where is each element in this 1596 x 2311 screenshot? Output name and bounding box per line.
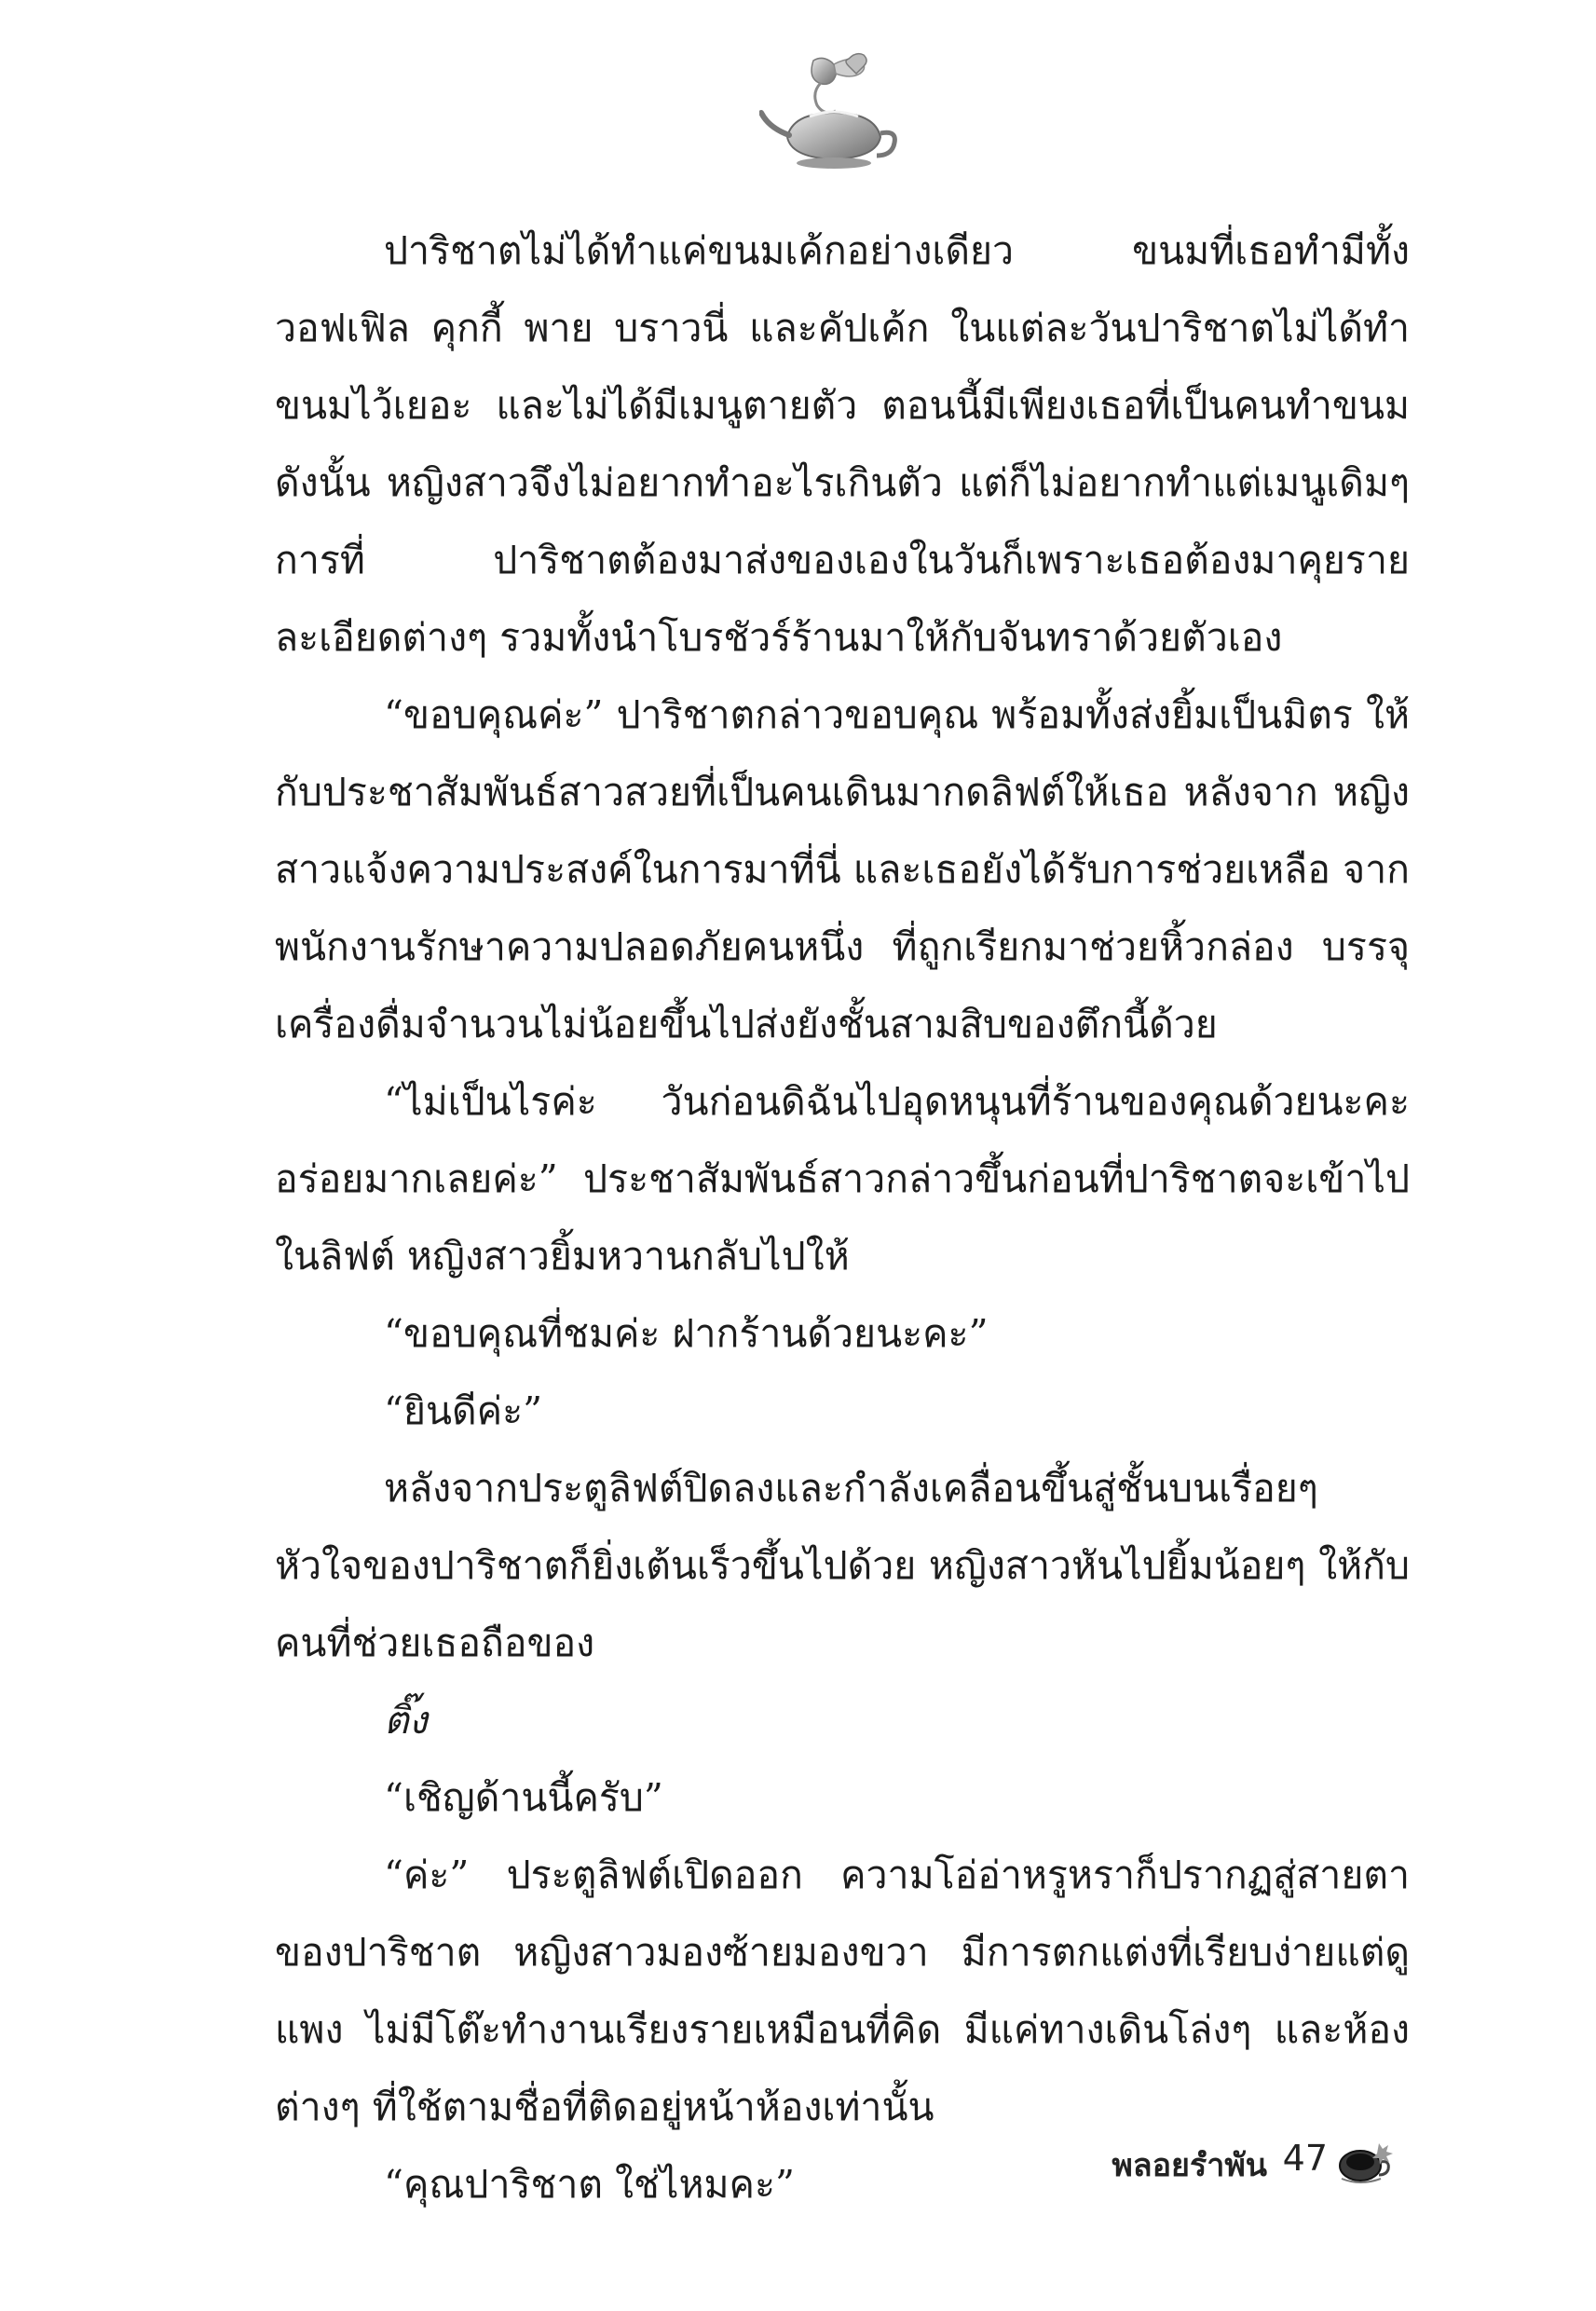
paragraph: “ค่ะ” ประตูลิฟต์เปิดออก ความโอ่อ่าหรูหราก็ปรากฏสู่สายตา ของปาริชาต หญิงสาวมองซ้ายมองขวา มีการตกแต่งที่เรียบง่ายแต่ดูแพง ไม่มีโต๊ะทำงานเรียงรายเหมือนที่คิด มีแค่ทางเดินโล่งๆ และห้องต่างๆ ที่ใช้ตามชื่อที่ติดอยู่หน้าห้องเท่านั้น	[275, 1853, 1410, 2129]
dialogue-line: “ยินดีค่ะ”	[384, 1388, 543, 1433]
dialogue-line: “ขอบคุณที่ชมค่ะ ฝากร้านด้วยนะคะ”	[384, 1311, 989, 1356]
book-title: พลอยรำพัน	[1112, 2147, 1267, 2184]
coffee-cup-icon	[1332, 2134, 1398, 2190]
teapot-ornament-icon	[759, 51, 899, 177]
sound-effect: ติ๊ง	[384, 1698, 428, 1743]
body-text	[275, 212, 1410, 2223]
paragraph: “ไม่เป็นไรค่ะ วันก่อนดิฉันไปอุดหนุนที่ร้านของคุณด้วยนะคะ อร่อยมากเลยค่ะ” ประชาสัมพันธ์สาวกล่าวขึ้นก่อนที่ปาริชาตจะเข้าไป ในลิฟต์ หญิงสาวยิ้มหวานกลับไปให้	[275, 1079, 1410, 1279]
paragraph: “ขอบคุณค่ะ” ปาริชาตกล่าวขอบคุณ พร้อมทั้งส่งยิ้มเป็นมิตร ให้กับประชาสัมพันธ์สาวสวยที่เป็นคนเดินมากดลิฟต์ให้เธอ หลังจาก หญิงสาวแจ้งความประสงค์ในการมาที่นี่ และเธอยังได้รับการช่วยเหลือ จากพนักงานรักษาความปลอดภัยคนหนึ่ง ที่ถูกเรียกมาช่วยหิ้วกล่อง บรรจุเครื่องดื่มจำนวนไม่น้อยขึ้นไปส่งยังชั้นสามสิบของตึกนี้ด้วย	[275, 692, 1410, 1046]
dialogue-line: “คุณปาริชาต ใช่ไหมคะ”	[384, 2162, 795, 2207]
paragraph: ปาริชาตไม่ได้ทำแค่ขนมเค้กอย่างเดียว ขนมที่เธอทำมีทั้งวอฟเฟิล คุกกี้ พาย บราวนี่ และคัปเค้ก ในแต่ละวันปาริชาตไม่ได้ทำขนมไว้เยอะ และไม่ได้มีเมนูตายตัว ตอนนี้มีเพียงเธอที่เป็นคนทำขนม ดังนั้น หญิงสาวจึงไม่อยากทำอะไรเกินตัว แต่ก็ไม่อยากทำแต่เมนูเดิมๆ การที่ ปาริชาตต้องมาส่งของเองในวันก็เพราะเธอต้องมาคุยรายละเอียดต่างๆ รวมทั้งนำโบรชัวร์ร้านมาให้กับจันทราด้วยตัวเอง	[275, 228, 1410, 660]
paragraph: หลังจากประตูลิฟต์ปิดลงและกำลังเคลื่อนขึ้นสู่ชั้นบนเรื่อยๆ หัวใจของปาริชาตก็ยิ่งเต้นเร็วขึ้นไปด้วย หญิงสาวหันไปยิ้มน้อยๆ ให้กับ คนที่ช่วยเธอถือของ	[275, 1466, 1410, 1665]
page-footer	[1062, 2134, 1453, 2190]
dialogue-line: “เชิญด้านนี้ครับ”	[384, 1775, 663, 1820]
page-number: 47	[1282, 2138, 1328, 2179]
